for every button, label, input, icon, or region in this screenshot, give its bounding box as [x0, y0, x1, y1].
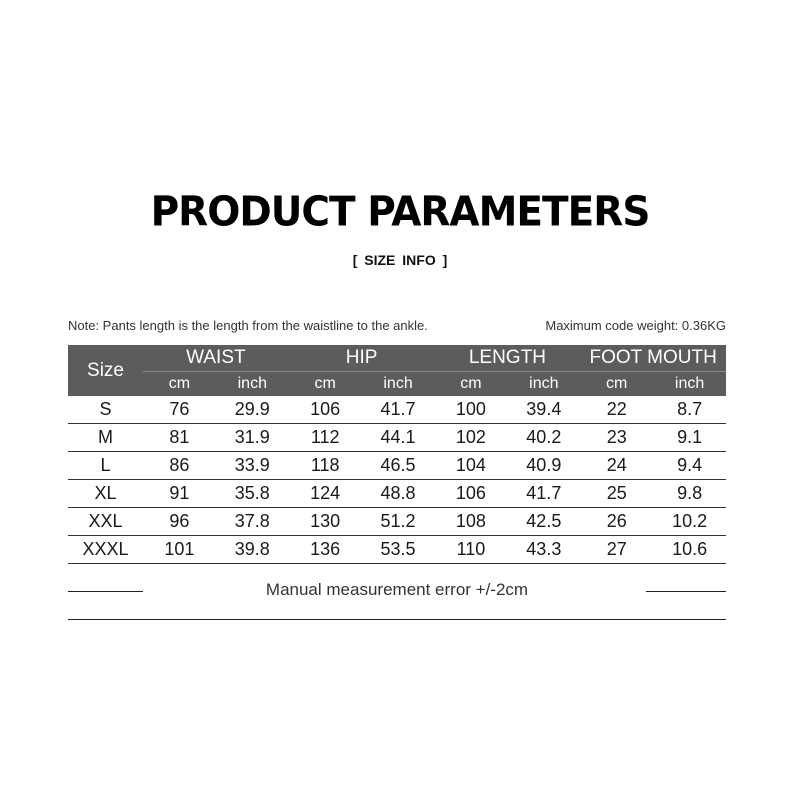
table-cell: 110: [435, 536, 508, 564]
table-cell: 26: [580, 508, 653, 536]
table-cell: 35.8: [216, 480, 289, 508]
table-cell: 39.8: [216, 536, 289, 564]
table-cell: 29.9: [216, 396, 289, 424]
size-cell: XXL: [68, 508, 143, 536]
table-cell: 46.5: [362, 452, 435, 480]
table-cell: 108: [435, 508, 508, 536]
table-cell: 24: [580, 452, 653, 480]
table-cell: 39.4: [507, 396, 580, 424]
foot-mouth-header: FOOT MOUTH: [580, 345, 726, 372]
table-cell: 10.6: [653, 536, 726, 564]
unit-header: cm: [289, 372, 362, 397]
table-cell: 40.2: [507, 424, 580, 452]
hip-header: HIP: [289, 345, 435, 372]
table-cell: 48.8: [362, 480, 435, 508]
table-cell: 81: [143, 424, 216, 452]
table-row: [68, 508, 726, 536]
table-row: [68, 396, 726, 424]
table-cell: 118: [289, 452, 362, 480]
length-note: Note: Pants length is the length from the waistline to the ankle.: [68, 318, 428, 333]
table-cell: 104: [435, 452, 508, 480]
unit-header-row: [68, 372, 726, 397]
bottom-divider: [68, 619, 726, 620]
measurement-footer: [68, 578, 726, 604]
table-cell: 130: [289, 508, 362, 536]
size-cell: L: [68, 452, 143, 480]
table-row: [68, 452, 726, 480]
measurement-error-note: Manual measurement error +/-2cm: [265, 580, 529, 599]
size-cell: M: [68, 424, 143, 452]
unit-header: inch: [362, 372, 435, 397]
table-cell: 23: [580, 424, 653, 452]
size-table: [68, 345, 726, 564]
table-cell: 76: [143, 396, 216, 424]
unit-header: inch: [507, 372, 580, 397]
size-cell: XL: [68, 480, 143, 508]
size-column-header: Size: [68, 345, 143, 396]
table-cell: 37.8: [216, 508, 289, 536]
table-cell: 51.2: [362, 508, 435, 536]
table-row: [68, 424, 726, 452]
page-subtitle: [ SIZE INFO ]: [352, 252, 448, 268]
length-header: LENGTH: [435, 345, 581, 372]
table-cell: 91: [143, 480, 216, 508]
table-cell: 31.9: [216, 424, 289, 452]
table-cell: 43.3: [507, 536, 580, 564]
table-cell: 106: [435, 480, 508, 508]
footer-divider-right: [646, 591, 726, 592]
table-cell: 86: [143, 452, 216, 480]
table-cell: 41.7: [507, 480, 580, 508]
table-cell: 27: [580, 536, 653, 564]
waist-header: WAIST: [143, 345, 289, 372]
table-cell: 42.5: [507, 508, 580, 536]
size-cell: XXXL: [68, 536, 143, 564]
table-cell: 22: [580, 396, 653, 424]
table-cell: 96: [143, 508, 216, 536]
unit-header: cm: [143, 372, 216, 397]
unit-header: inch: [216, 372, 289, 397]
unit-header: cm: [580, 372, 653, 397]
table-cell: 9.1: [653, 424, 726, 452]
table-cell: 112: [289, 424, 362, 452]
table-cell: 33.9: [216, 452, 289, 480]
table-cell: 40.9: [507, 452, 580, 480]
table-cell: 44.1: [362, 424, 435, 452]
table-row: [68, 536, 726, 564]
table-cell: 9.4: [653, 452, 726, 480]
table-cell: 102: [435, 424, 508, 452]
table-cell: 9.8: [653, 480, 726, 508]
table-cell: 8.7: [653, 396, 726, 424]
table-cell: 106: [289, 396, 362, 424]
table-cell: 136: [289, 536, 362, 564]
size-cell: S: [68, 396, 143, 424]
table-cell: 25: [580, 480, 653, 508]
table-cell: 101: [143, 536, 216, 564]
table-cell: 10.2: [653, 508, 726, 536]
page-title: PRODUCT PARAMETERS: [150, 188, 650, 237]
table-cell: 41.7: [362, 396, 435, 424]
table-row: [68, 480, 726, 508]
group-header-row: [68, 345, 726, 372]
table-cell: 53.5: [362, 536, 435, 564]
table-cell: 100: [435, 396, 508, 424]
unit-header: cm: [435, 372, 508, 397]
weight-note: Maximum code weight: 0.36KG: [545, 318, 726, 333]
unit-header: inch: [653, 372, 726, 397]
table-cell: 124: [289, 480, 362, 508]
